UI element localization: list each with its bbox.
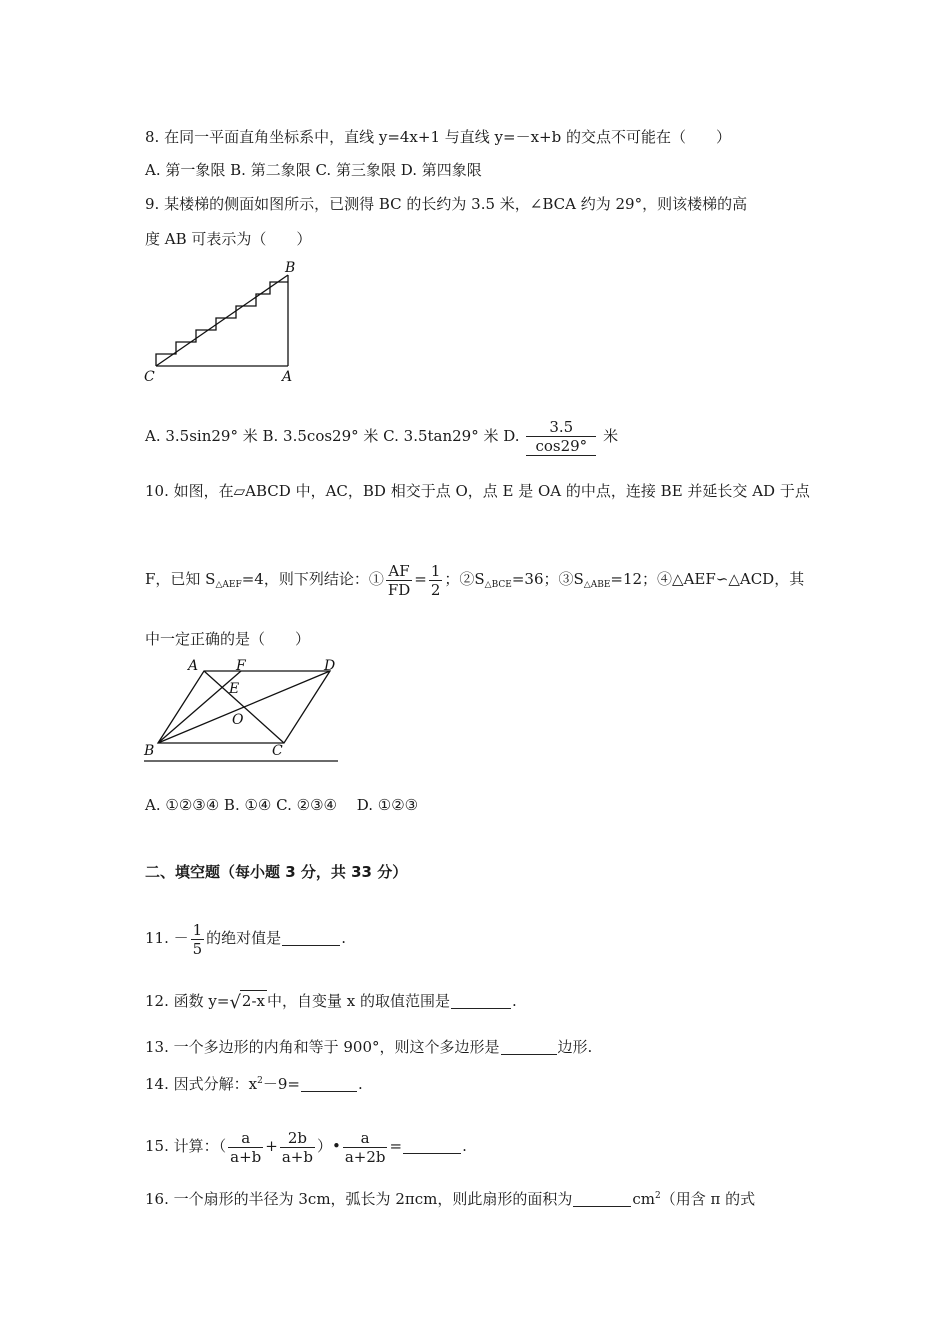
- q11-suffix: 的绝对值是: [206, 929, 282, 947]
- q9-options-text: A. 3.5sin29° 米 B. 3.5cos29° 米 C. 3.5tan29° 米 D.: [145, 427, 520, 445]
- q10-frac2-den: 2: [430, 580, 441, 599]
- q16-suffix: （用含 π 的式: [660, 1190, 756, 1208]
- q10-frac2-num: 1: [430, 561, 441, 580]
- staircase-figure: [140, 258, 310, 388]
- q15-end: .: [462, 1137, 467, 1155]
- q14-sup: 2: [257, 1076, 263, 1086]
- q15-close: ）•: [316, 1137, 341, 1155]
- q9-option-d-den: cos29°: [526, 437, 596, 456]
- q11-fraction: [191, 921, 205, 958]
- q14: [145, 1071, 363, 1094]
- q10-label-f: F: [236, 658, 246, 674]
- q12: [145, 990, 517, 1013]
- q9-option-d-fraction: [526, 418, 596, 456]
- q10-label-a: A: [188, 658, 199, 674]
- q15-prefix: 15. 计算：（: [145, 1137, 227, 1155]
- q10-label-e: E: [229, 681, 240, 697]
- q10-sub-aef: △AEF: [215, 580, 242, 590]
- q9-stem-line1: 9. 某楼梯的侧面如图所示，已测得 BC 的长约为 3.5 米，∠BCA 约为 29°，则该楼梯的高: [145, 195, 748, 213]
- q10-fraction-af-fd: [386, 562, 412, 599]
- q14-end: .: [357, 1075, 363, 1093]
- q15-fraction-1: [228, 1129, 263, 1166]
- q14-mid: －9=: [262, 1075, 300, 1093]
- q10-text-e: =12；④△AEF∽△ACD，其: [610, 570, 805, 588]
- q15-plus: +: [265, 1137, 278, 1155]
- q13-prefix: 13. 一个多边形的内角和等于 900°，则这个多边形是: [145, 1038, 500, 1056]
- q12-prefix: 12. 函数 y=: [145, 992, 230, 1010]
- q15-fraction-3: [343, 1129, 388, 1166]
- q10-label-b: B: [144, 743, 155, 759]
- q11-prefix: 11. －: [145, 929, 189, 947]
- q8-stem: 8. 在同一平面直角坐标系中，直线 y=4x+1 与直线 y=－x+b 的交点不可能在（ ）: [145, 128, 731, 146]
- q13-answer-blank: [501, 1040, 557, 1055]
- q10-label-d: D: [324, 658, 336, 674]
- section-2-title: 二、填空题（每小题 3 分，共 33 分）: [145, 863, 408, 881]
- q16-sup: 2: [654, 1191, 661, 1201]
- q10-frac1-den: FD: [387, 580, 411, 599]
- q9-options: [145, 418, 618, 456]
- q12-answer-blank: [451, 994, 511, 1009]
- q12-suffix: 中，自变量 x 的取值范围是: [267, 992, 450, 1010]
- sqrt-icon: √: [229, 992, 241, 1013]
- parallelogram-figure: [140, 655, 345, 765]
- q10-stem-line2: [145, 560, 804, 604]
- q9-stem-line2: 度 AB 可表示为（ ）: [145, 230, 312, 248]
- q15-f1-den: a+b: [230, 1147, 262, 1166]
- q15-fraction-2: [280, 1129, 315, 1166]
- q13: [145, 1037, 592, 1057]
- q16-answer-blank: [573, 1192, 631, 1207]
- q15-f1-num: a: [228, 1129, 263, 1148]
- q10-sub-abe: △ABE: [583, 580, 611, 590]
- q10-sub-bce: △BCE: [484, 580, 512, 590]
- q10-stem-line1: 10. 如图，在▱ABCD 中，AC，BD 相交于点 O，点 E 是 OA 的中点，连接 BE 并延长交 AD 于点: [145, 482, 810, 500]
- q13-suffix: 边形.: [557, 1038, 593, 1056]
- q16: [145, 1186, 755, 1209]
- q11-answer-blank: [282, 931, 340, 946]
- q15-f2-num: 2b: [280, 1129, 315, 1148]
- q11: [145, 917, 346, 959]
- q8-options: A. 第一象限 B. 第二象限 C. 第三象限 D. 第四象限: [145, 161, 482, 179]
- q12-radicand: 2-x: [241, 992, 265, 1010]
- q10-text-a: F，已知 S: [145, 570, 216, 588]
- q9-option-d-num: 3.5: [526, 418, 596, 437]
- q10-label-o: O: [232, 712, 244, 728]
- q10-text-c: ；②S: [444, 570, 485, 588]
- q9-label-c: C: [144, 369, 155, 385]
- q11-den: 5: [192, 939, 203, 958]
- q15-eq: =: [389, 1137, 403, 1155]
- q10-text-b: =4，则下列结论：①: [241, 570, 384, 588]
- q16-unit: cm: [632, 1190, 655, 1208]
- q15-f3-num: a: [343, 1129, 388, 1148]
- q10-label-c: C: [272, 743, 283, 759]
- q11-end: .: [341, 929, 346, 947]
- q15: [145, 1126, 467, 1166]
- q10-stem-line3: 中一定正确的是（ ）: [145, 630, 311, 648]
- q12-end: .: [512, 992, 517, 1010]
- q14-prefix: 14. 因式分解：x: [145, 1075, 258, 1093]
- q10-frac1-num: AF: [386, 562, 412, 581]
- q15-answer-blank: [403, 1139, 461, 1154]
- q11-num: 1: [192, 920, 203, 939]
- q9-label-a: A: [282, 369, 293, 385]
- q14-answer-blank: [301, 1077, 357, 1092]
- q9-label-b: B: [285, 260, 296, 276]
- q15-f3-den: a+2b: [344, 1147, 386, 1166]
- q10-text-d: =36；③S: [511, 570, 584, 588]
- q10-fraction-half: [429, 562, 443, 599]
- q10-equals: =: [414, 570, 427, 588]
- q16-prefix: 16. 一个扇形的半径为 3cm，弧长为 2πcm，则此扇形的面积为: [145, 1190, 573, 1208]
- q9-option-d-unit: 米: [603, 427, 619, 445]
- q15-f2-den: a+b: [281, 1147, 313, 1166]
- q10-options: A. ①②③④ B. ①④ C. ②③④ D. ①②③: [145, 796, 419, 814]
